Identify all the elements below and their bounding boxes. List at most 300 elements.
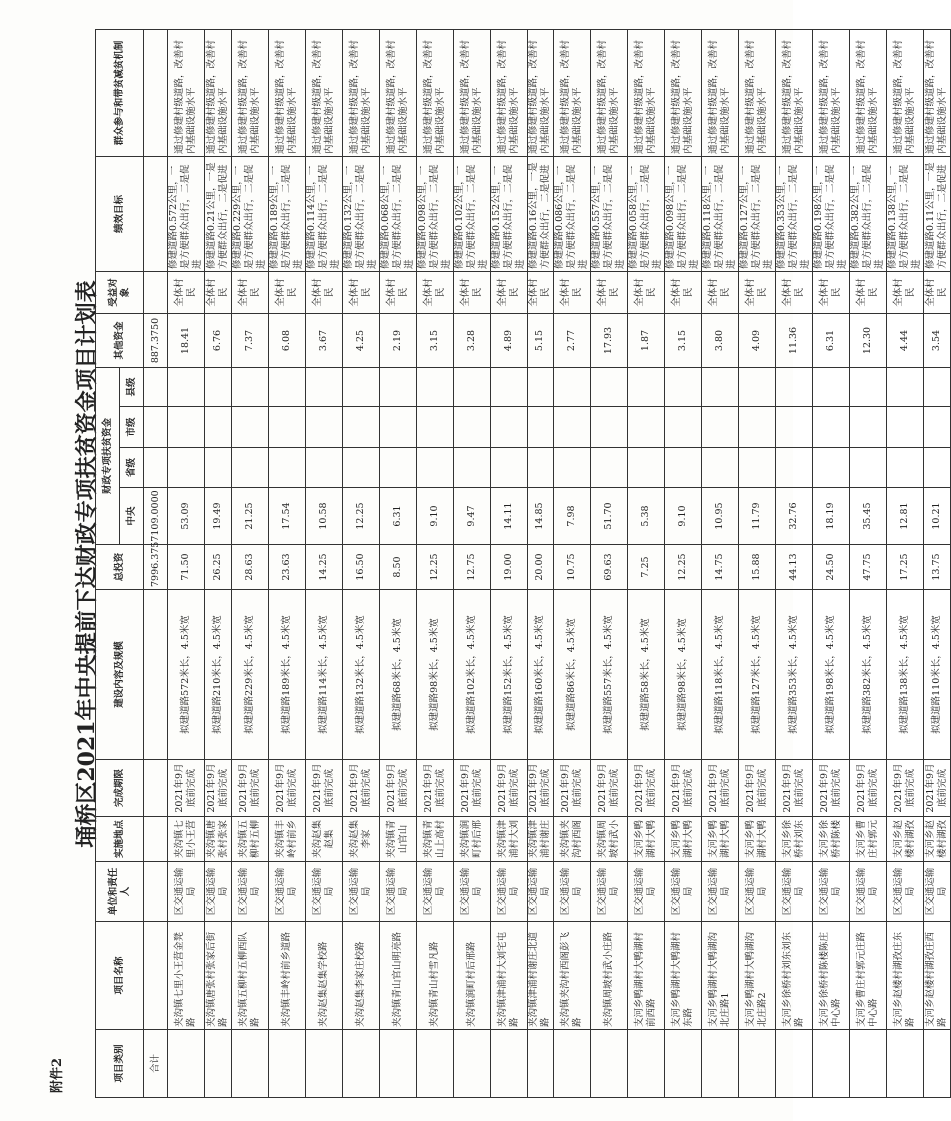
cell-central: 9.10 [416, 488, 453, 545]
cell-empty [850, 407, 887, 448]
cell-beneficiary: 全体村民 [628, 271, 665, 313]
cell-total: 17.25 [887, 545, 924, 590]
cell-deadline: 2021年9月底前完成 [527, 760, 554, 817]
cell-central: 35.45 [850, 488, 887, 545]
cell-unit: 区交通运输局 [665, 862, 702, 922]
cell-beneficiary: 全体村民 [739, 271, 776, 313]
cell-empty [268, 407, 305, 448]
cell-name: 夹沟赵集赵集学校路 [305, 922, 342, 1030]
cell-empty [739, 1030, 776, 1098]
cell-goal: 修建道路0.127公里，一是方便群众出行，二是促进 [739, 156, 776, 271]
cell-deadline: 2021年9月底前完成 [776, 760, 813, 817]
cell-other: 6.31 [813, 313, 850, 367]
table-row [813, 29, 850, 1097]
cell-mechanism: 通过修建村级道路，改善村内基础设施水平 [268, 29, 305, 156]
cell-central: 10.21 [924, 488, 951, 545]
cell-location: 支河乡鸭湖村大鸭 [665, 817, 702, 862]
cell-mechanism: 通过修建村级道路，改善村内基础设施水平 [702, 29, 739, 156]
table-row [665, 29, 702, 1097]
cell-empty [887, 448, 924, 488]
cell-empty [205, 367, 232, 406]
cell-mechanism: 通过修建村级道路，改善村内基础设施水平 [591, 29, 628, 156]
cell-deadline: 2021年9月底前完成 [490, 760, 527, 817]
cell-deadline: 2021年9月底前完成 [168, 760, 205, 817]
cell-empty [628, 407, 665, 448]
subtotal-label: 合计 [144, 1030, 168, 1098]
cell-unit: 区交通运输局 [850, 862, 887, 922]
cell-total: 19.00 [490, 545, 527, 590]
cell-content: 拟建道路118米长，4.5米宽 [702, 590, 739, 760]
cell-name: 支河乡赵楼村湖孜庄西路 [924, 922, 951, 1030]
cell-goal: 修建道路0.118公里，一是方便群众出行，二是促进 [702, 156, 739, 271]
header-fiscal-group: 财政专项扶贫资金 [96, 367, 120, 544]
cell-deadline: 2021年9月底前完成 [453, 760, 490, 817]
cell-empty [379, 1030, 416, 1098]
cell-empty [342, 1030, 379, 1098]
cell-empty [379, 367, 416, 406]
cell-deadline: 2021年9月底前完成 [205, 760, 232, 817]
cell-content: 拟建道路210米长，4.5米宽 [205, 590, 232, 760]
cell-goal: 修建道路0.11公里，一是方便群众出行，二是促进 [924, 156, 951, 271]
cell-other: 6.08 [268, 313, 305, 367]
cell-empty [490, 1030, 527, 1098]
cell-beneficiary: 全体村民 [453, 271, 490, 313]
cell-central: 11.79 [739, 488, 776, 545]
cell-name: 支河乡徐桥村刘东刘东路 [776, 922, 813, 1030]
cell-empty [527, 448, 554, 488]
cell-location: 夹沟镇周坡村武小 [591, 817, 628, 862]
table-row [628, 29, 665, 1097]
table-row [416, 29, 453, 1097]
cell-unit: 区交通运输局 [887, 862, 924, 922]
cell-central: 12.81 [887, 488, 924, 545]
cell-central: 9.10 [665, 488, 702, 545]
cell-content: 拟建道路98米长，4.5米宽 [416, 590, 453, 760]
cell-location: 支河乡赵楼村湖孜 [887, 817, 924, 862]
cell-other: 5.15 [527, 313, 554, 367]
cell-other: 4.25 [342, 313, 379, 367]
header-deadline: 完成期限 [96, 760, 144, 817]
cell-empty [527, 407, 554, 448]
cell-other: 3.67 [305, 313, 342, 367]
cell-empty [416, 448, 453, 488]
cell-goal: 修建道路0.16公里，一是方便群众出行，二是促进 [527, 156, 554, 271]
cell-mechanism: 通过修建村级道路，改善村内基础设施水平 [776, 29, 813, 156]
cell-location: 夹沟镇唐张村张家 [205, 817, 232, 862]
cell-name: 夹沟镇七里小王营金凳路 [168, 922, 205, 1030]
cell-content: 拟建道路198米长，4.5米宽 [813, 590, 850, 760]
header-goal: 绩效目标 [96, 156, 144, 271]
cell-other: 18.41 [168, 313, 205, 367]
cell-name: 支河乡赵楼村湖孜庄东路 [887, 922, 924, 1030]
cell-other: 3.54 [924, 313, 951, 367]
cell-empty [342, 448, 379, 488]
cell-total: 28.63 [231, 545, 268, 590]
cell-beneficiary: 全体村民 [813, 271, 850, 313]
cell-empty [490, 367, 527, 406]
cell-empty [924, 1030, 951, 1098]
cell-unit: 区交通运输局 [205, 862, 232, 922]
subtotal-central: 7109.0000 [144, 488, 168, 545]
cell-empty [168, 448, 205, 488]
cell-goal: 修建道路0.068公里，一是方便群众出行，二是促进 [379, 156, 416, 271]
cell-location: 支河乡鸭湖村大鸭 [739, 817, 776, 862]
cell-deadline: 2021年9月底前完成 [591, 760, 628, 817]
cell-empty [776, 367, 813, 406]
cell-central: 18.19 [813, 488, 850, 545]
cell-content: 拟建道路127米长，4.5米宽 [739, 590, 776, 760]
cell-total: 8.50 [379, 545, 416, 590]
cell-beneficiary: 全体村民 [268, 271, 305, 313]
cell-goal: 修建道路0.058公里，一是方便群众出行，二是促进 [628, 156, 665, 271]
cell-beneficiary: 全体村民 [591, 271, 628, 313]
cell-central: 51.70 [591, 488, 628, 545]
cell-empty [305, 1030, 342, 1098]
cell-central: 14.85 [527, 488, 554, 545]
cell-content: 拟建道路110米长，4.5米宽 [924, 590, 951, 760]
cell-empty [665, 407, 702, 448]
cell-empty [527, 1030, 554, 1098]
cell-beneficiary: 全体村民 [490, 271, 527, 313]
cell-goal: 修建道路0.138公里，一是方便群众出行，二是促进 [887, 156, 924, 271]
cell-name: 夹沟赵集李家庄校路 [342, 922, 379, 1030]
cell-empty [205, 1030, 232, 1098]
cell-total: 14.75 [702, 545, 739, 590]
cell-empty [231, 407, 268, 448]
cell-mechanism: 通过修建村级道路，改善村内基础设施水平 [924, 29, 951, 156]
cell-beneficiary: 全体村民 [527, 271, 554, 313]
header-total: 总投资 [96, 545, 144, 590]
cell-empty [591, 448, 628, 488]
cell-central: 21.25 [231, 488, 268, 545]
cell-empty [924, 367, 951, 406]
cell-central: 5.38 [628, 488, 665, 545]
cell-location: 夹沟赵集李家 [342, 817, 379, 862]
cell-central: 19.49 [205, 488, 232, 545]
header-location: 实施地点 [96, 817, 144, 862]
cell-total: 7.25 [628, 545, 665, 590]
cell-central: 6.31 [379, 488, 416, 545]
cell-goal: 修建道路0.21公里，一是方便群众出行，二是促进 [205, 156, 232, 271]
cell-goal: 修建道路0.572公里，一是方便群众出行，二是促进 [168, 156, 205, 271]
cell-empty [591, 407, 628, 448]
cell-empty [268, 448, 305, 488]
cell-deadline: 2021年9月底前完成 [342, 760, 379, 817]
cell-total: 69.63 [591, 545, 628, 590]
cell-unit: 区交通运输局 [924, 862, 951, 922]
cell-empty [887, 407, 924, 448]
cell-empty [924, 407, 951, 448]
cell-central: 12.25 [342, 488, 379, 545]
cell-other: 2.77 [554, 313, 591, 367]
cell-empty [231, 448, 268, 488]
cell-mechanism: 通过修建村级道路，改善村内基础设施水平 [305, 29, 342, 156]
cell-total: 47.75 [850, 545, 887, 590]
cell-empty [850, 1030, 887, 1098]
cell-content: 拟建道路114米长，4.5米宽 [305, 590, 342, 760]
page-title: 埇桥区2021年中央提前下达财政专项扶贫资金项目计划表 [74, 280, 100, 848]
subtotal-other: 887.3750 [144, 313, 168, 367]
cell-empty [305, 407, 342, 448]
cell-location: 夹沟镇津浦村谢庄 [527, 817, 554, 862]
cell-location: 夹沟镇夹沟村西阁 [554, 817, 591, 862]
table-row [702, 29, 739, 1097]
cell-location: 支河乡徐桥村刘东 [776, 817, 813, 862]
cell-empty [554, 448, 591, 488]
cell-goal: 修建道路0.382公里，一是方便群众出行，二是促进 [850, 156, 887, 271]
cell-total: 12.75 [453, 545, 490, 590]
cell-total: 14.25 [305, 545, 342, 590]
cell-empty [850, 448, 887, 488]
table-row [739, 29, 776, 1097]
cell-empty [739, 367, 776, 406]
cell-unit: 区交通运输局 [342, 862, 379, 922]
subtotal-total: 7996.375 [144, 545, 168, 590]
table-row [850, 29, 887, 1097]
cell-total: 44.13 [776, 545, 813, 590]
cell-mechanism: 通过修建村级道路，改善村内基础设施水平 [168, 29, 205, 156]
cell-mechanism: 通过修建村级道路，改善村内基础设施水平 [527, 29, 554, 156]
cell-unit: 区交通运输局 [702, 862, 739, 922]
cell-unit: 区交通运输局 [490, 862, 527, 922]
cell-total: 15.88 [739, 545, 776, 590]
cell-content: 拟建道路160米长，4.5米宽 [527, 590, 554, 760]
cell-location: 支河乡鸭湖村大鸭 [628, 817, 665, 862]
header-province: 省级 [120, 448, 144, 488]
cell-empty [591, 367, 628, 406]
cell-central: 53.09 [168, 488, 205, 545]
cell-beneficiary: 全体村民 [168, 271, 205, 313]
cell-unit: 区交通运输局 [168, 862, 205, 922]
table-row [342, 29, 379, 1097]
cell-empty [168, 367, 205, 406]
cell-beneficiary: 全体村民 [342, 271, 379, 313]
cell-goal: 修建道路0.098公里，一是方便群众出行，二是促进 [416, 156, 453, 271]
cell-beneficiary: 全体村民 [231, 271, 268, 313]
cell-empty [268, 1030, 305, 1098]
cell-content: 拟建道路68米长，4.5米宽 [379, 590, 416, 760]
cell-mechanism: 通过修建村级道路，改善村内基础设施水平 [813, 29, 850, 156]
cell-location: 支河乡徐桥村陈楼 [813, 817, 850, 862]
cell-mechanism: 通过修建村级道路，改善村内基础设施水平 [887, 29, 924, 156]
table-row [379, 29, 416, 1097]
cell-mechanism: 通过修建村级道路，改善村内基础设施水平 [416, 29, 453, 156]
cell-name: 支河乡鸭湖村大鸭湖沟北庄路1 [702, 922, 739, 1030]
cell-content: 拟建道路229米长，4.5米宽 [231, 590, 268, 760]
cell-empty [776, 407, 813, 448]
cell-empty [554, 1030, 591, 1098]
cell-total: 71.50 [168, 545, 205, 590]
cell-empty [554, 367, 591, 406]
cell-unit: 区交通运输局 [628, 862, 665, 922]
header-category: 项目类别 [96, 1030, 144, 1098]
cell-empty [342, 367, 379, 406]
cell-name: 夹沟镇青山村雪凡路 [416, 922, 453, 1030]
cell-goal: 修建道路0.189公里，一是方便群众出行，二是促进 [268, 156, 305, 271]
cell-mechanism: 通过修建村级道路，改善村内基础设施水平 [628, 29, 665, 156]
cell-total: 16.50 [342, 545, 379, 590]
cell-goal: 修建道路0.132公里，一是方便群众出行，二是促进 [342, 156, 379, 271]
table-row [490, 29, 527, 1097]
cell-goal: 修建道路0.102公里，一是方便群众出行，二是促进 [453, 156, 490, 271]
cell-other: 6.76 [205, 313, 232, 367]
cell-beneficiary: 全体村民 [416, 271, 453, 313]
cell-empty [168, 407, 205, 448]
cell-beneficiary: 全体村民 [305, 271, 342, 313]
cell-empty [342, 407, 379, 448]
cell-deadline: 2021年9月底前完成 [231, 760, 268, 817]
cell-name: 支河乡鸭湖村大鸭湖村东路 [665, 922, 702, 1030]
cell-central: 9.47 [453, 488, 490, 545]
cell-location: 夹沟赵集赵集 [305, 817, 342, 862]
cell-empty [665, 367, 702, 406]
cell-location: 夹沟镇五柳村五柳 [231, 817, 268, 862]
cell-name: 夹沟镇周坡村武小庄路 [591, 922, 628, 1030]
cell-empty [739, 407, 776, 448]
cell-empty [628, 367, 665, 406]
header-mechanism: 群众参与和带贫减贫机制 [96, 29, 144, 156]
attachment-label: 附件2 [50, 1057, 65, 1093]
cell-beneficiary: 全体村民 [924, 271, 951, 313]
cell-central: 7.98 [554, 488, 591, 545]
cell-content: 拟建道路138米长，4.5米宽 [887, 590, 924, 760]
cell-content: 拟建道路152米长，4.5米宽 [490, 590, 527, 760]
cell-total: 26.25 [205, 545, 232, 590]
cell-beneficiary: 全体村民 [554, 271, 591, 313]
cell-content: 拟建道路132米长，4.5米宽 [342, 590, 379, 760]
cell-empty [813, 448, 850, 488]
cell-mechanism: 通过修建村级道路，改善村内基础设施水平 [379, 29, 416, 156]
cell-empty [813, 1030, 850, 1098]
cell-empty [416, 1030, 453, 1098]
cell-beneficiary: 全体村民 [887, 271, 924, 313]
cell-content: 拟建道路557米长，4.5米宽 [591, 590, 628, 760]
cell-central: 32.76 [776, 488, 813, 545]
table-row [591, 29, 628, 1097]
cell-deadline: 2021年9月底前完成 [628, 760, 665, 817]
cell-unit: 区交通运输局 [231, 862, 268, 922]
cell-goal: 修建道路0.152公里，一是方便群众出行，二是促进 [490, 156, 527, 271]
cell-goal: 修建道路0.557公里，一是方便群众出行，二是促进 [591, 156, 628, 271]
cell-beneficiary: 全体村民 [702, 271, 739, 313]
cell-beneficiary: 全体村民 [665, 271, 702, 313]
cell-deadline: 2021年9月底前完成 [305, 760, 342, 817]
cell-location: 支河乡赵楼村湖孜 [924, 817, 951, 862]
cell-deadline: 2021年9月底前完成 [268, 760, 305, 817]
cell-other: 2.19 [379, 313, 416, 367]
cell-empty [813, 407, 850, 448]
cell-empty [527, 367, 554, 406]
cell-beneficiary: 全体村民 [379, 271, 416, 313]
cell-content: 拟建道路102米长，4.5米宽 [453, 590, 490, 760]
cell-other: 3.15 [665, 313, 702, 367]
cell-deadline: 2021年9月底前完成 [924, 760, 951, 817]
cell-name: 夹沟镇唐张村张家后街路 [205, 922, 232, 1030]
cell-other: 4.44 [887, 313, 924, 367]
cell-empty [702, 1030, 739, 1098]
cell-location: 支河乡鸭湖村大鸭 [702, 817, 739, 862]
cell-central: 14.11 [490, 488, 527, 545]
cell-empty [665, 448, 702, 488]
cell-unit: 区交通运输局 [527, 862, 554, 922]
cell-empty [702, 448, 739, 488]
cell-deadline: 2021年9月底前完成 [813, 760, 850, 817]
cell-empty [490, 448, 527, 488]
cell-deadline: 2021年9月底前完成 [554, 760, 591, 817]
header-city: 市级 [120, 407, 144, 448]
cell-name: 夹沟镇涧町村后邢路 [453, 922, 490, 1030]
cell-other: 3.15 [416, 313, 453, 367]
header-content: 建设内容及规模 [96, 590, 144, 760]
cell-empty [628, 448, 665, 488]
cell-empty [813, 367, 850, 406]
cell-location: 夹沟镇青山上高村 [416, 817, 453, 862]
cell-other: 3.28 [453, 313, 490, 367]
cell-name: 支河乡鸭湖村大鸭湖村前西路 [628, 922, 665, 1030]
cell-empty [924, 448, 951, 488]
cell-empty [887, 1030, 924, 1098]
cell-deadline: 2021年9月底前完成 [416, 760, 453, 817]
cell-location: 支河乡曹庄村郭元 [850, 817, 887, 862]
cell-name: 支河乡鸭湖村大鸭湖沟北庄路2 [739, 922, 776, 1030]
cell-empty [379, 407, 416, 448]
cell-other: 7.37 [231, 313, 268, 367]
cell-other: 17.93 [591, 313, 628, 367]
cell-other: 3.80 [702, 313, 739, 367]
cell-empty [268, 367, 305, 406]
project-plan-table [95, 29, 951, 1098]
subtotal-row [144, 29, 168, 1097]
table-row [205, 29, 232, 1097]
header-county: 县级 [120, 367, 144, 406]
cell-empty [702, 407, 739, 448]
cell-other: 1.87 [628, 313, 665, 367]
cell-empty [453, 407, 490, 448]
cell-empty [850, 367, 887, 406]
cell-goal: 修建道路0.229公里，一是方便群众出行，二是促进 [231, 156, 268, 271]
cell-location: 夹沟镇涧町村后邢 [453, 817, 490, 862]
cell-empty [416, 407, 453, 448]
cell-content: 拟建道路189米长，4.5米宽 [268, 590, 305, 760]
cell-location: 夹沟镇丰岭村前乡 [268, 817, 305, 862]
cell-name: 夹沟镇津浦村谢庄北道路 [527, 922, 554, 1030]
cell-total: 24.50 [813, 545, 850, 590]
cell-empty [205, 448, 232, 488]
cell-total: 12.25 [665, 545, 702, 590]
cell-unit: 区交通运输局 [268, 862, 305, 922]
header-row [96, 29, 120, 1097]
cell-content: 拟建道路86米长，4.5米宽 [554, 590, 591, 760]
cell-goal: 修建道路0.114公里，一是方便群众出行，二是促进 [305, 156, 342, 271]
cell-empty [739, 448, 776, 488]
cell-total: 10.75 [554, 545, 591, 590]
cell-total: 20.00 [527, 545, 554, 590]
cell-name: 夹沟镇津浦村大刘宅屯路 [490, 922, 527, 1030]
header-beneficiary: 受益对象 [96, 271, 144, 313]
cell-empty [628, 1030, 665, 1098]
table-row [776, 29, 813, 1097]
cell-mechanism: 通过修建村级道路，改善村内基础设施水平 [739, 29, 776, 156]
cell-mechanism: 通过修建村级道路，改善村内基础设施水平 [342, 29, 379, 156]
cell-empty [591, 1030, 628, 1098]
cell-empty [453, 448, 490, 488]
cell-name: 夹沟镇夹沟村西阁彭飞路 [554, 922, 591, 1030]
cell-beneficiary: 全体村民 [776, 271, 813, 313]
cell-empty [490, 407, 527, 448]
cell-other: 4.09 [739, 313, 776, 367]
cell-empty [168, 1030, 205, 1098]
cell-empty [776, 448, 813, 488]
